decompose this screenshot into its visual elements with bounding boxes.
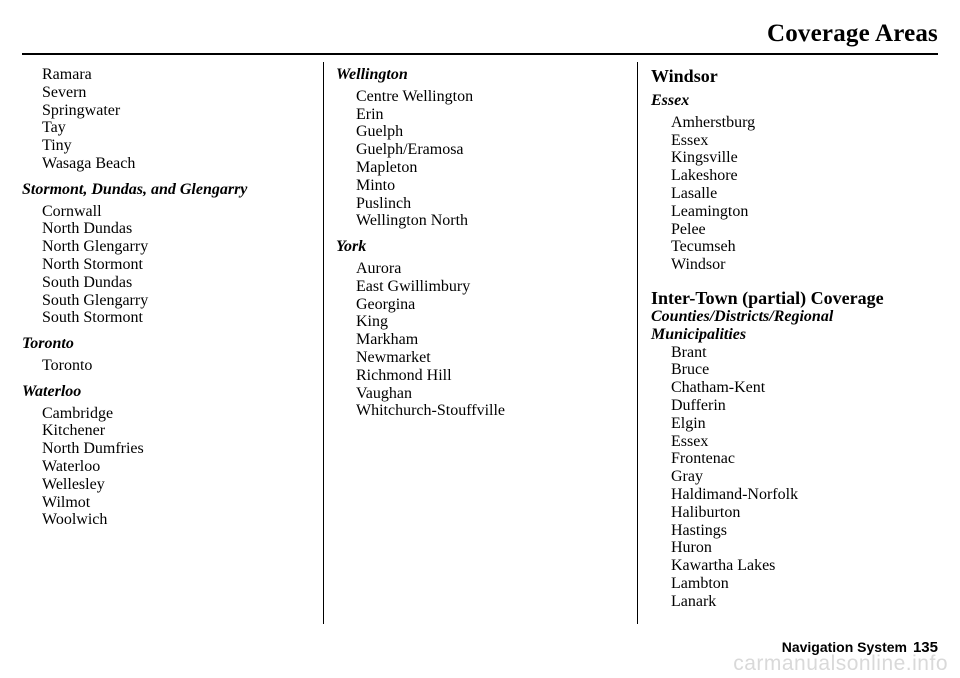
area-item: Tay (42, 119, 66, 137)
watermark: carmanualsonline.info (733, 652, 948, 675)
page-title: Coverage Areas (766, 20, 938, 47)
area-item: Newmarket (356, 348, 431, 366)
area-group (336, 238, 626, 420)
column-divider-2 (637, 62, 638, 624)
area-item: East Gwillimbury (356, 277, 471, 295)
area-item: Wellington North (356, 212, 469, 230)
area-item: North Glengarry (42, 238, 149, 256)
area-item: Markham (356, 331, 419, 349)
area-item: Erin (356, 105, 384, 123)
inter-town-subheading-line1: Counties/Districts/Regional (651, 307, 834, 325)
area-item: Springwater (42, 101, 121, 119)
area-item: King (356, 313, 388, 331)
area-item: Bruce (671, 361, 710, 379)
area-item: Lakeshore (671, 167, 738, 185)
area-item: Mapleton (356, 158, 418, 176)
area-group (651, 92, 941, 274)
column-2 (336, 66, 626, 428)
footer-section: Navigation System (781, 639, 907, 655)
area-item: Hastings (671, 521, 727, 539)
area-item: Brant (671, 343, 707, 361)
area-item: Guelph (356, 123, 404, 141)
area-group-heading: Toronto (22, 335, 74, 353)
area-group-heading: Essex (651, 92, 690, 109)
area-item: Whitchurch-Stouffville (356, 402, 505, 420)
area-item: Toronto (42, 356, 93, 374)
area-group-heading: Wellington (336, 66, 408, 83)
area-item: Chatham-Kent (671, 379, 766, 397)
area-item: Woolwich (42, 511, 108, 529)
area-item: Pelee (671, 220, 706, 238)
area-item: South Dundas (42, 273, 133, 291)
page-number: 135 (912, 639, 938, 656)
area-list (22, 405, 312, 530)
area-list (22, 66, 312, 173)
area-item: Huron (671, 539, 712, 557)
area-list (22, 357, 312, 375)
area-item: Haldimand-Norfolk (671, 485, 799, 503)
area-item: Windsor (671, 256, 726, 274)
area-item: Richmond Hill (356, 366, 452, 384)
area-item: Lambton (671, 574, 729, 592)
column-3 (651, 66, 941, 611)
area-item: Aurora (356, 259, 402, 277)
area-item: South Glengarry (42, 291, 149, 309)
area-item: South Stormont (42, 309, 143, 327)
area-item: Tecumseh (671, 238, 736, 256)
area-item: Dufferin (671, 396, 726, 414)
area-item: Elgin (671, 414, 706, 432)
column-divider-1 (323, 62, 324, 624)
area-item: Essex (671, 432, 709, 450)
area-item: Essex (671, 131, 709, 149)
area-item: North Dumfries (42, 440, 144, 458)
area-item: Kitchener (42, 422, 106, 440)
area-item: Puslinch (356, 194, 412, 212)
area-item: Tiny (42, 137, 72, 155)
area-group-heading: Stormont, Dundas, and Glengarry (22, 180, 248, 198)
column-1 (22, 66, 312, 537)
area-item: Severn (42, 83, 87, 101)
area-group (22, 335, 312, 375)
area-group (22, 383, 312, 529)
area-item: Amherstburg (671, 113, 756, 131)
area-list (651, 114, 941, 274)
region-heading: Windsor (651, 66, 718, 86)
area-item: Minto (356, 176, 396, 194)
area-item: Leamington (671, 202, 749, 220)
area-item: North Stormont (42, 255, 143, 273)
area-item: Haliburton (671, 503, 741, 521)
area-item: Lasalle (671, 184, 718, 202)
area-list (22, 203, 312, 328)
header-divider (22, 53, 938, 55)
area-item: Wasaga Beach (42, 154, 136, 172)
area-list (336, 260, 626, 420)
area-item: Kingsville (671, 149, 738, 167)
area-item: Wilmot (42, 493, 91, 511)
area-item: Gray (671, 468, 703, 486)
area-item: Cornwall (42, 202, 102, 220)
inter-town-subheading-line2: Municipalities (651, 325, 747, 343)
inter-town-heading: Inter-Town (partial) Coverage (651, 287, 884, 308)
area-item: Centre Wellington (356, 87, 474, 105)
area-item: Waterloo (42, 457, 101, 475)
area-item: Georgina (356, 295, 416, 313)
column-3-groups (651, 92, 941, 274)
area-group (22, 66, 312, 173)
area-item: North Dundas (42, 220, 133, 238)
area-group-heading: York (336, 238, 367, 256)
area-group (22, 181, 312, 327)
area-item: Guelph/Eramosa (356, 141, 464, 159)
inter-town-list (651, 344, 941, 611)
area-item: Lanark (671, 592, 717, 610)
area-item: Cambridge (42, 404, 114, 422)
area-item: Wellesley (42, 475, 105, 493)
area-group-heading: Waterloo (22, 382, 82, 400)
area-group (336, 66, 626, 230)
area-item: Kawartha Lakes (671, 557, 776, 575)
area-item: Ramara (42, 66, 92, 83)
area-item: Vaughan (356, 384, 412, 402)
area-list (336, 88, 626, 230)
area-item: Frontenac (671, 450, 735, 468)
